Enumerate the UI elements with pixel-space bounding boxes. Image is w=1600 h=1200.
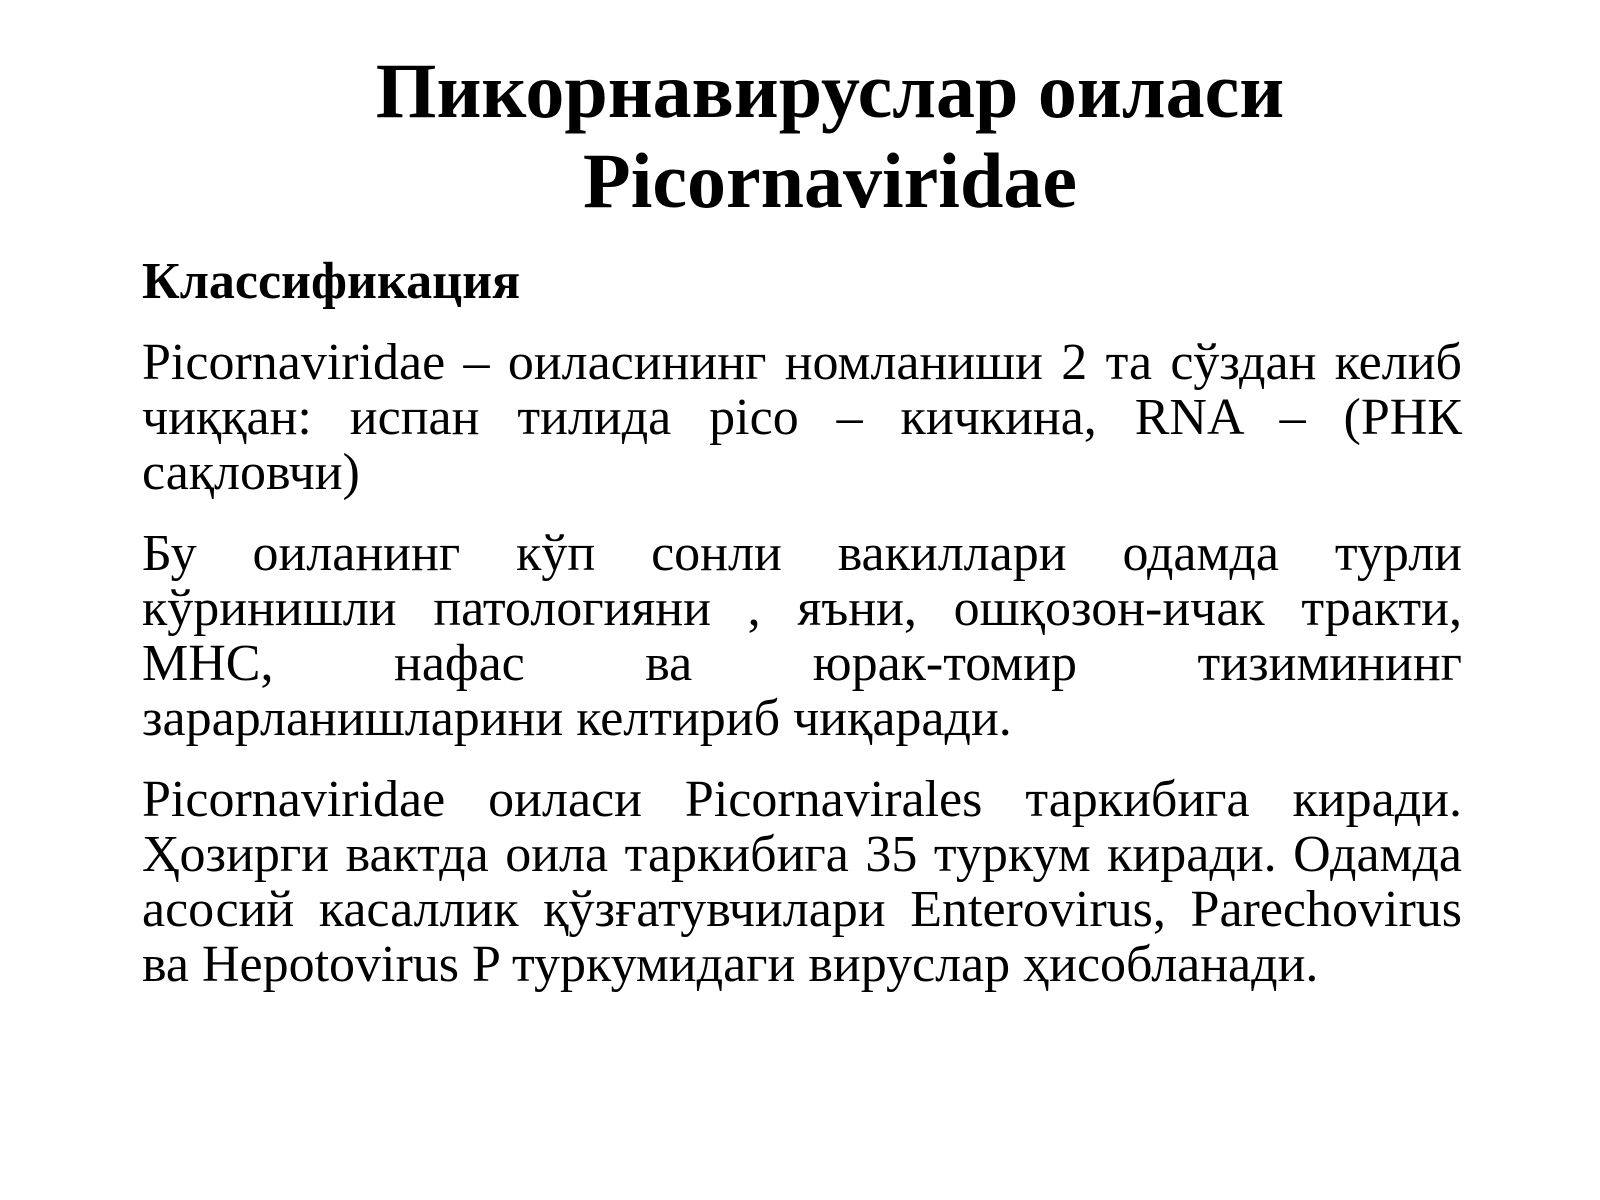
title-line-1: Пикорнавируслар оиласи: [375, 47, 1285, 134]
paragraph-pathology: Бу оиланинг кўп сонли вакиллари одамда турли кўринишли патологияни , яъни, ошқозон-ичак тракти, МНС, нафас ва юрак-томир тизимининг зарарланишларини келтириб чиқаради.: [142, 525, 1462, 747]
slide-body: [142, 254, 1462, 1018]
paragraph-genera: Picornaviridae оиласи Picornavirales таркибига киради. Ҳозирги вактда оила таркибига 35 туркум киради. Одамда асосий касаллик қўзғатувчилари Enterovirus, Parechovirus ва Hepotovirus P туркумидаги вируслар ҳисобланади.: [142, 771, 1462, 993]
paragraph-name-origin: Picornaviridae – оиласининг номланиши 2 та сўздан келиб чиққан: испан тилида pico – кичкина, RNA – (РНК сақловчи): [142, 334, 1462, 501]
slide-title: [140, 46, 1520, 226]
title-line-2: Picornaviridae: [583, 137, 1077, 224]
section-heading: Классификация: [142, 253, 521, 310]
